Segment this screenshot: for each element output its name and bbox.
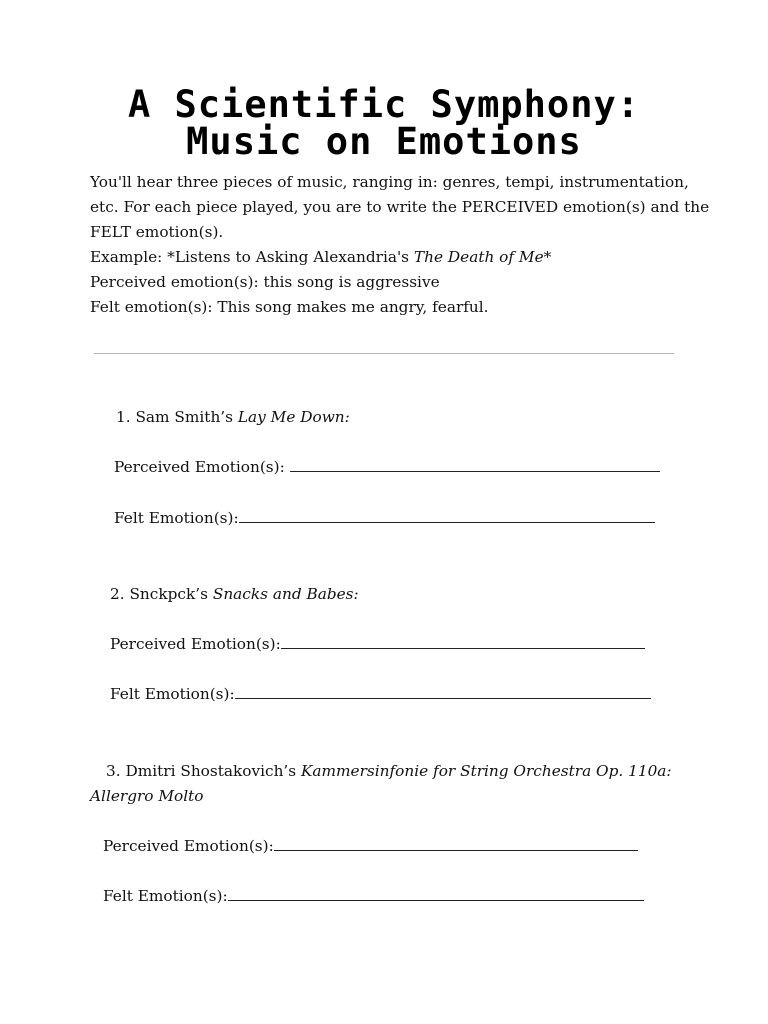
song-1-heading <box>116 407 350 427</box>
song-3-heading-continued <box>90 786 204 806</box>
song-2-perceived-answer-line[interactable] <box>281 634 645 649</box>
song-2-felt-row <box>110 684 651 704</box>
page-title-line-1: A Scientific Symphony: <box>127 83 641 126</box>
song-3-felt-label: Felt Emotion(s): <box>103 887 228 905</box>
song-3-artist: 3. Dmitri Shostakovich’s <box>106 762 301 780</box>
perceived-example-line: Perceived emotion(s): this song is aggressive <box>90 273 440 291</box>
song-3-felt-answer-line[interactable] <box>228 886 644 901</box>
song-3-heading <box>106 761 672 781</box>
song-1-felt-row <box>114 508 655 528</box>
song-1-perceived-row <box>114 457 660 477</box>
song-2-heading <box>110 584 359 604</box>
song-3-perceived-row <box>103 836 638 856</box>
song-2-felt-label: Felt Emotion(s): <box>110 685 235 703</box>
song-2-perceived-label: Perceived Emotion(s): <box>110 635 281 653</box>
song-3-perceived-label: Perceived Emotion(s): <box>103 837 274 855</box>
example-prefix: Example: *Listens to Asking Alexandria's <box>90 248 414 266</box>
song-1-felt-answer-line[interactable] <box>239 508 655 523</box>
song-2-perceived-row <box>110 634 645 654</box>
instructions-line: You'll hear three pieces of music, ranging in: genres, tempi, instrumentation, <box>90 173 689 191</box>
song-1-perceived-label: Perceived Emotion(s): <box>114 458 290 476</box>
page-title-line-2: Music on Emotions <box>186 120 582 163</box>
felt-example-line: Felt emotion(s): This song makes me angry, fearful. <box>90 298 489 316</box>
song-1-perceived-answer-line[interactable] <box>290 457 660 472</box>
song-3-perceived-answer-line[interactable] <box>274 836 638 851</box>
instructions <box>90 170 710 320</box>
song-3-title-continued: Allergro Molto <box>90 787 204 805</box>
song-3-title: Kammersinfonie for String Orchestra Op. 110a: <box>301 762 672 780</box>
example-line <box>90 245 690 270</box>
instructions-line: FELT emotion(s). <box>90 223 224 241</box>
song-1-title: Lay Me Down: <box>237 408 350 426</box>
song-1-felt-label: Felt Emotion(s): <box>114 509 239 527</box>
song-2-felt-answer-line[interactable] <box>235 684 651 699</box>
instructions-line: etc. For each piece played, you are to write the PERCEIVED emotion(s) and the <box>90 198 710 216</box>
song-2-artist: 2. Snckpck’s <box>110 585 213 603</box>
section-divider <box>94 353 674 354</box>
example-song-title: The Death of Me* <box>413 248 552 266</box>
song-3-felt-row <box>103 886 644 906</box>
song-1-artist: 1. Sam Smith’s <box>116 408 238 426</box>
song-2-title: Snacks and Babes: <box>212 585 359 603</box>
